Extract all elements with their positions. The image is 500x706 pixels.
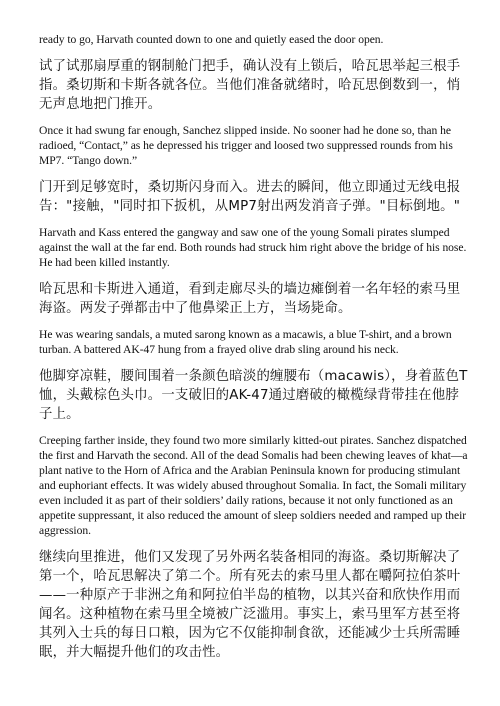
paragraph-zh-3: 哈瓦思和卡斯进入通道，看到走廊尽头的墙边瘫倒着一名年轻的索马里海盗。两发子弹都击中了他鼻梁正上方，当场毙命。 [39, 282, 461, 316]
paragraph-zh-4: 他脚穿凉鞋，腰间围着一条颜色暗淡的缠腰布（macawis），身着蓝色T恤，头戴棕色头巾。一支破旧的AK-47通过磨破的橄榄绿背带挂在他脖子上。 [39, 369, 468, 422]
paragraph-en-1: ready to go, Harvath counted down to one and quietly eased the door open. [39, 33, 384, 46]
paragraph-en-5: Creeping farther inside, they found two more similarly kitted-out pirates. Sanchez dispatched the first and Harvath the second. All of the dead Somalis had been chewing leaves of khat—a plant native to the Horn of Africa and the Arabian Peninsula known for producing stimulant and euphoriant effects. It was widely abused throughout Somalia. In fact, the Somali military even included it as part of their soldiers’ daily rations, because it not only functioned as an appetite suppressant, it also reduced the amount of sleep soldiers needed and ramped up their aggression. [39, 434, 468, 537]
paragraph-en-4: He was wearing sandals, a muted sarong known as a macawis, a blue T-shirt, and a brown turban. A battered AK-47 hung from a frayed olive drab sling around his neck. [39, 328, 452, 356]
paragraph-en-3: Harvath and Kass entered the gangway and saw one of the young Somali pirates slumped against the wall at the far end. Both rounds had struck him right above the bridge of his nose. He had been killed instantly. [39, 226, 467, 269]
paragraph-en-2: Once it had swung far enough, Sanchez slipped inside. No sooner had he done so, than he radioed, “Contact,” as he depressed his trigger and loosed two suppressed rounds from his MP7. “Tango down.” [39, 124, 453, 167]
paragraph-zh-2: 门开到足够宽时，桑切斯闪身而入。进去的瞬间，他立即通过无线电报告："接触，"同时扣下扳机，从MP7射出两发消音子弹。"目标倒地。" [39, 180, 461, 214]
paragraph-zh-1: 试了试那扇厚重的钢制舱门把手，确认没有上锁后，哈瓦思举起三根手指。桑切斯和卡斯各就各位。当他们准备就绪时，哈瓦思倒数到一，悄无声息地把门推开。 [39, 59, 461, 112]
paragraph-zh-5: 继续向里推进，他们又发现了另外两名装备相同的海盗。桑切斯解决了第一个，哈瓦思解决了第二个。所有死去的索马里人都在嚼阿拉伯茶叶——一种原产于非洲之角和阿拉伯半岛的植物，以其兴奋和欣快作用而闻名。这种植物在索马里全境被广泛滥用。事实上，索马里军方甚至将其列入士兵的每日口粮，因为它不仅能抑制食欲，还能减少士兵所需睡眠，并大幅提升他们的攻击性。 [39, 550, 461, 660]
document-page [39, 32, 469, 671]
